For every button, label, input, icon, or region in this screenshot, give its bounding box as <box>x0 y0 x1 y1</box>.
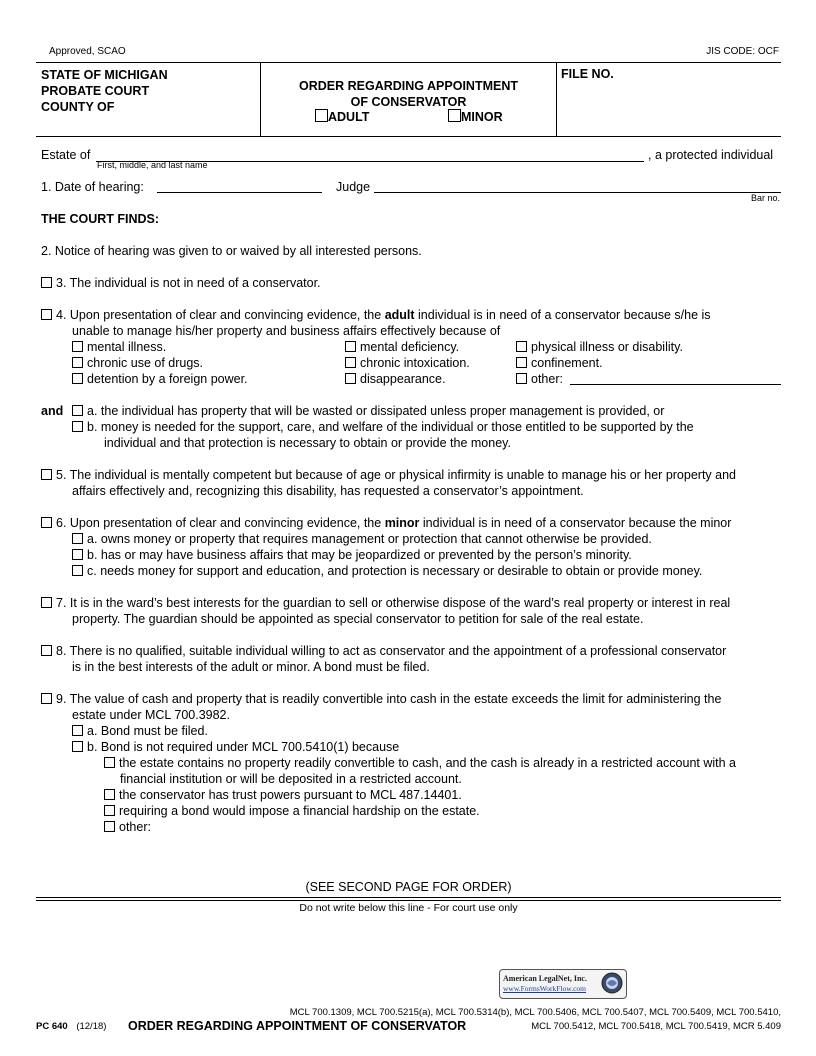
item-6-b-text: b. has or may have business affairs that may be jeopardized or prevented by the person’s minority. <box>87 548 632 562</box>
court-block <box>41 67 168 115</box>
form-id <box>36 1021 106 1032</box>
adult-label: ADULT <box>328 110 370 124</box>
and-a <box>72 403 664 419</box>
item-6-text-post: individual is in need of a conservator because the minor <box>419 516 732 530</box>
item-5-text: 5. The individual is mentally competent but because of age or physical infirmity is unable to manage his or her property and <box>56 468 737 482</box>
item-6-a <box>72 531 652 547</box>
item-9-b-opt-4 <box>104 819 151 835</box>
reason-label: physical illness or disability. <box>531 340 683 354</box>
item-9-b-opt-2-checkbox[interactable] <box>104 789 115 800</box>
item-3-text: 3. The individual is not in need of a conservator. <box>56 276 321 290</box>
item-4-text-post: individual is in need of a conservator because s/he is <box>414 308 711 322</box>
title-line-1: ORDER REGARDING APPOINTMENT <box>299 79 518 93</box>
item-9-b-opt-3-text: requiring a bond would impose a financial hardship on the estate. <box>119 804 480 818</box>
reason-label: confinement. <box>531 356 603 370</box>
reason-checkbox[interactable] <box>345 357 356 368</box>
item-9-b-text: b. Bond is not required under MCL 700.5410(1) because <box>87 740 400 754</box>
estate-label: Estate of <box>41 148 91 162</box>
court-finds-heading: THE COURT FINDS: <box>41 212 160 226</box>
reason-confinement <box>516 355 603 371</box>
reason-checkbox[interactable] <box>345 373 356 384</box>
item-6-bold: minor <box>384 516 420 530</box>
county-label: COUNTY OF <box>41 100 115 114</box>
logo-line-1: American LegalNet, Inc. <box>503 974 587 983</box>
item-2: 2. Notice of hearing was given to or waived by all interested persons. <box>41 244 422 258</box>
adult-checkbox[interactable] <box>315 109 328 122</box>
item-6-c-text: c. needs money for support and education, and protection is necessary or desirable to obtain or provide money. <box>87 564 703 578</box>
item-9-b-opt-3-checkbox[interactable] <box>104 805 115 816</box>
form-date: (12/18) <box>76 1021 107 1032</box>
item-6-a-text: a. owns money or property that requires management or protection that cannot otherwise be provided. <box>87 532 652 546</box>
item-3-checkbox[interactable] <box>41 277 52 288</box>
reason-label: mental illness. <box>87 340 167 354</box>
and-a-text: a. the individual has property that will be wasted or dissipated unless proper management is provided, or <box>87 404 665 418</box>
item-7 <box>41 595 730 611</box>
item-9-b-checkbox[interactable] <box>72 741 83 752</box>
item-9-b-opt-1 <box>104 755 736 771</box>
item-4-line-2: unable to manage his/her property and business affairs effectively because of <box>72 324 501 338</box>
item-9-b-opt-2-text: the conservator has trust powers pursuant to MCL 487.14401. <box>119 788 462 802</box>
reason-foreign-detention <box>72 371 248 387</box>
legalnet-logo <box>499 969 627 999</box>
item-4-checkbox[interactable] <box>41 309 52 320</box>
estate-suffix: , a protected individual <box>648 148 774 162</box>
reason-label: mental deficiency. <box>360 340 460 354</box>
item-7-text: 7. It is in the ward’s best interests for the guardian to sell or otherwise dispose of the ward’s real property or interest in real <box>56 596 731 610</box>
item-6-a-checkbox[interactable] <box>72 533 83 544</box>
and-b-checkbox[interactable] <box>72 421 83 432</box>
estate-sublabel: First, middle, and last name <box>97 160 208 170</box>
reason-chronic-drugs <box>72 355 203 371</box>
minor-label: MINOR <box>461 110 503 124</box>
item-4-text-pre: 4. Upon presentation of clear and convincing evidence, the <box>56 308 385 322</box>
and-label: and <box>41 404 64 418</box>
reason-other-field[interactable] <box>570 384 781 385</box>
item-9 <box>41 691 721 707</box>
and-b-line-2: individual and that protection is necessary to obtain or provide the money. <box>104 436 511 450</box>
reason-label: other: <box>531 372 563 386</box>
state-label: STATE OF MICHIGAN <box>41 68 168 82</box>
item-5-checkbox[interactable] <box>41 469 52 480</box>
mcl-line-1: MCL 700.1309, MCL 700.5215(a), MCL 700.5314(b), MCL 700.5406, MCL 700.5407, MCL 700.5409, MCL 700.5410, <box>289 1007 781 1018</box>
judge-label: Judge <box>336 180 371 194</box>
item-9-a <box>72 723 208 739</box>
approved-label: Approved, SCAO <box>49 46 126 57</box>
footer-form-title: ORDER REGARDING APPOINTMENT OF CONSERVATOR <box>128 1019 467 1033</box>
title-line-2: OF CONSERVATOR <box>350 95 467 109</box>
item-6-c <box>72 563 702 579</box>
reason-physical-illness <box>516 339 683 355</box>
item-9-b-opt-1-line-2: financial institution or will be deposited in a restricted account. <box>120 772 462 786</box>
reason-checkbox[interactable] <box>72 341 83 352</box>
item-8-text: 8. There is no qualified, suitable individual willing to act as conservator and the appointment of a professional conservator <box>56 644 727 658</box>
jis-code: JIS CODE: OCF <box>706 46 779 57</box>
item-6-checkbox[interactable] <box>41 517 52 528</box>
item-9-text: 9. The value of cash and property that is readily convertible into cash in the estate exceeds the limit for administering the <box>56 692 722 706</box>
minor-checkbox[interactable] <box>448 109 461 122</box>
and-b-text: b. money is needed for the support, care, and welfare of the individual or those entitled to be supported by the <box>87 420 694 434</box>
hearing-date-field[interactable] <box>157 192 322 193</box>
reason-other <box>516 371 563 387</box>
item-6-b-checkbox[interactable] <box>72 549 83 560</box>
reason-checkbox[interactable] <box>72 373 83 384</box>
reason-checkbox[interactable] <box>516 373 527 384</box>
item-9-b-opt-4-text: other: <box>119 820 151 834</box>
item-9-b-opt-2 <box>104 787 462 803</box>
and-a-checkbox[interactable] <box>72 405 83 416</box>
item-5 <box>41 467 736 483</box>
mcl-line-2: MCL 700.5412, MCL 700.5418, MCL 700.5419, MCR 5.409 <box>531 1021 781 1032</box>
form-number: PC 640 <box>36 1021 68 1032</box>
divider-bottom <box>36 900 781 901</box>
item-6 <box>41 515 731 531</box>
reason-label: detention by a foreign power. <box>87 372 248 386</box>
item-9-b-opt-3 <box>104 803 480 819</box>
reason-checkbox[interactable] <box>516 341 527 352</box>
reason-label: chronic intoxication. <box>360 356 470 370</box>
item-4-bold: adult <box>384 308 415 322</box>
item-8-line-2: is in the best interests of the adult or minor. A bond must be filed. <box>72 660 430 674</box>
globe-icon <box>601 972 623 994</box>
reason-label: chronic use of drugs. <box>87 356 204 370</box>
minor-option[interactable] <box>448 109 503 124</box>
item-4 <box>41 307 711 323</box>
item-6-text-pre: 6. Upon presentation of clear and convincing evidence, the <box>56 516 385 530</box>
court-label: PROBATE COURT <box>41 84 150 98</box>
item-8-checkbox[interactable] <box>41 645 52 656</box>
reason-mental-deficiency <box>345 339 459 355</box>
judge-field[interactable] <box>374 192 781 193</box>
item-9-line-2: estate under MCL 700.3982. <box>72 708 230 722</box>
item-3 <box>41 275 321 291</box>
logo-line-2: www.FormsWorkFlow.com <box>503 984 587 993</box>
item-8 <box>41 643 726 659</box>
item-9-b-opt-1-checkbox[interactable] <box>104 757 115 768</box>
hearing-date-label: 1. Date of hearing: <box>41 180 144 194</box>
court-use-label: Do not write below this line - For court use only <box>299 902 518 914</box>
reason-chronic-intoxication <box>345 355 470 371</box>
item-9-b-opt-1-text: the estate contains no property readily convertible to cash, and the cash is already in a restricted account with a <box>119 756 737 770</box>
form-title <box>260 78 557 110</box>
item-9-a-checkbox[interactable] <box>72 725 83 736</box>
adult-option[interactable] <box>315 109 369 124</box>
item-6-b <box>72 547 632 563</box>
divider-top <box>36 897 781 898</box>
item-9-a-text: a. Bond must be filed. <box>87 724 208 738</box>
item-7-checkbox[interactable] <box>41 597 52 608</box>
reason-checkbox[interactable] <box>516 357 527 368</box>
and-b <box>72 419 694 435</box>
reason-checkbox[interactable] <box>345 341 356 352</box>
see-second-page: (SEE SECOND PAGE FOR ORDER) <box>305 880 512 894</box>
item-6-c-checkbox[interactable] <box>72 565 83 576</box>
reason-mental-illness <box>72 339 166 355</box>
reason-disappearance <box>345 371 445 387</box>
reason-label: disappearance. <box>360 372 446 386</box>
item-9-checkbox[interactable] <box>41 693 52 704</box>
item-5-line-2: affairs effectively and, recognizing this disability, has requested a conservator’s appointment. <box>72 484 584 498</box>
file-no-label: FILE NO. <box>561 67 614 81</box>
item-9-b <box>72 739 399 755</box>
item-7-line-2: property. The guardian should be appointed as special conservator to petition for sale of the real estate. <box>72 612 644 626</box>
reason-checkbox[interactable] <box>72 357 83 368</box>
bar-no-label: Bar no. <box>750 193 780 203</box>
item-9-b-opt-4-checkbox[interactable] <box>104 821 115 832</box>
